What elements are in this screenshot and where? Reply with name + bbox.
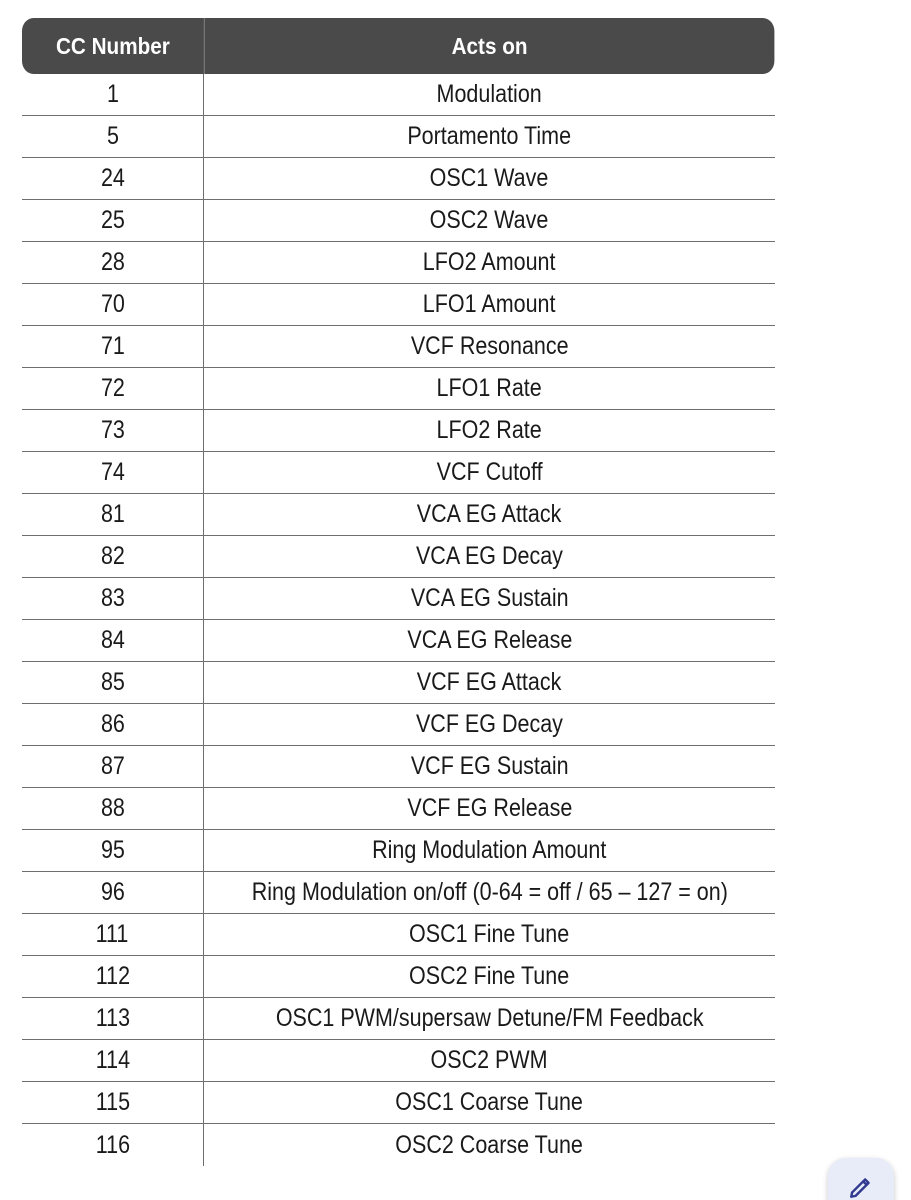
acts-on-cell [204, 662, 775, 703]
table-row [22, 998, 775, 1040]
acts-on-cell [204, 578, 775, 619]
acts-on-cell [204, 956, 775, 997]
acts-on-cell [204, 830, 775, 871]
acts-on-cell [204, 746, 775, 787]
cc-number-cell [22, 284, 204, 325]
acts-on-text: LFO2 Rate [436, 416, 543, 444]
cc-number-text: 87 [100, 752, 125, 780]
cc-number-cell [22, 242, 204, 283]
cc-number-text: 116 [95, 1130, 130, 1159]
table-row [22, 662, 775, 704]
cc-number-text: 70 [100, 290, 125, 318]
cc-number-text: 84 [100, 626, 125, 654]
table-body [22, 74, 775, 1166]
cc-number-cell [22, 788, 204, 829]
table-row [22, 284, 775, 326]
table-row [22, 830, 775, 872]
cc-number-text: 74 [100, 458, 125, 486]
cc-number-cell [22, 326, 204, 367]
acts-on-text: VCA EG Release [407, 626, 572, 654]
acts-on-cell [204, 368, 775, 409]
table-row [22, 1124, 775, 1166]
cc-number-text: 24 [100, 164, 125, 192]
acts-on-text: VCA EG Attack [417, 500, 562, 528]
cc-number-text: 71 [100, 332, 125, 360]
cc-number-cell [22, 704, 204, 745]
acts-on-cell [204, 74, 775, 115]
table-row [22, 74, 775, 116]
cc-number-text: 28 [100, 248, 125, 276]
acts-on-text: Portamento Time [407, 122, 572, 150]
table-header [22, 18, 774, 74]
cc-number-cell [22, 1082, 204, 1123]
acts-on-text: OSC2 Coarse Tune [395, 1130, 584, 1159]
acts-on-cell [204, 158, 775, 199]
table-row [22, 452, 775, 494]
cc-table [22, 18, 775, 1166]
cc-number-cell [22, 662, 204, 703]
cc-number-text: 111 [96, 920, 129, 948]
table-row [22, 746, 775, 788]
cc-number-cell [22, 410, 204, 451]
table-row [22, 326, 775, 368]
cc-number-text: 73 [100, 416, 125, 444]
cc-number-cell [22, 620, 204, 661]
acts-on-cell [204, 914, 775, 955]
cc-number-text: 5 [106, 122, 119, 150]
table-row [22, 578, 775, 620]
table-row [22, 704, 775, 746]
cc-number-cell [22, 956, 204, 997]
acts-on-text: OSC1 PWM/supersaw Detune/FM Feedback [275, 1004, 704, 1032]
table-row [22, 1082, 775, 1124]
acts-on-cell [204, 1040, 775, 1081]
cc-number-cell [22, 746, 204, 787]
cc-number-text: 112 [95, 962, 130, 990]
acts-on-cell [204, 116, 775, 157]
acts-on-text: OSC1 Coarse Tune [395, 1088, 584, 1116]
acts-on-cell [204, 536, 775, 577]
table-row [22, 494, 775, 536]
acts-on-cell [204, 1082, 775, 1123]
cc-number-text: 85 [100, 668, 125, 696]
cc-number-cell [22, 1124, 204, 1166]
cc-number-cell [22, 200, 204, 241]
cc-number-cell [22, 494, 204, 535]
table-row [22, 872, 775, 914]
table-row [22, 620, 775, 662]
header-cc-number: CC Number [22, 18, 205, 74]
acts-on-cell [204, 998, 775, 1039]
acts-on-cell [204, 872, 775, 913]
acts-on-text: VCF EG Attack [417, 668, 562, 696]
cc-number-cell [22, 116, 204, 157]
table-row [22, 536, 775, 578]
cc-number-text: 86 [100, 710, 125, 738]
cc-number-cell [22, 830, 204, 871]
table-row [22, 1040, 775, 1082]
acts-on-text: OSC2 Fine Tune [409, 962, 570, 990]
table-row [22, 158, 775, 200]
acts-on-text: VCF Cutoff [436, 458, 543, 486]
table-row [22, 788, 775, 830]
cc-number-cell [22, 998, 204, 1039]
cc-number-cell [22, 872, 204, 913]
acts-on-text: LFO1 Amount [423, 290, 556, 318]
cc-number-cell [22, 452, 204, 493]
header-acts-on: Acts on [451, 32, 528, 59]
cc-number-text: 88 [100, 794, 125, 822]
acts-on-text: VCF EG Release [407, 794, 572, 822]
cc-number-text: 83 [100, 584, 125, 612]
table-row [22, 242, 775, 284]
acts-on-text: Ring Modulation Amount [372, 836, 607, 864]
table-row [22, 410, 775, 452]
acts-on-text: LFO1 Rate [436, 374, 543, 402]
cc-number-cell [22, 536, 204, 577]
acts-on-text: OSC1 Fine Tune [409, 920, 570, 948]
cc-number-cell [22, 1040, 204, 1081]
acts-on-text: VCA EG Decay [416, 542, 563, 570]
cc-number-cell [22, 914, 204, 955]
acts-on-cell [204, 494, 775, 535]
cc-number-text: 82 [100, 542, 125, 570]
cc-number-text: 114 [95, 1046, 130, 1074]
acts-on-text: OSC2 PWM [430, 1046, 549, 1074]
acts-on-cell [204, 284, 775, 325]
table-row [22, 200, 775, 242]
edit-button[interactable] [828, 1158, 894, 1200]
acts-on-cell [204, 326, 775, 367]
table-row [22, 368, 775, 410]
acts-on-cell [204, 1124, 775, 1166]
table-row [22, 116, 775, 158]
acts-on-text: LFO2 Amount [423, 248, 556, 276]
cc-number-cell [22, 158, 204, 199]
table-row [22, 914, 775, 956]
cc-number-text: 81 [100, 500, 125, 528]
cc-number-text: 115 [95, 1088, 130, 1116]
acts-on-cell [204, 704, 775, 745]
acts-on-text: VCA EG Sustain [410, 584, 569, 612]
cc-number-cell [22, 578, 204, 619]
acts-on-cell [204, 200, 775, 241]
acts-on-text: OSC2 Wave [430, 206, 549, 234]
acts-on-text: Modulation [436, 80, 543, 108]
table-row [22, 956, 775, 998]
acts-on-cell [204, 242, 775, 283]
acts-on-text: VCF EG Decay [416, 710, 563, 738]
cc-number-cell [22, 74, 204, 115]
acts-on-text: VCF EG Sustain [410, 752, 569, 780]
cc-number-text: 96 [100, 878, 125, 906]
cc-number-cell [22, 368, 204, 409]
cc-number-text: 95 [100, 836, 125, 864]
acts-on-cell [204, 620, 775, 661]
acts-on-text: OSC1 Wave [430, 164, 549, 192]
cc-number-text: 72 [100, 374, 125, 402]
acts-on-cell [204, 788, 775, 829]
acts-on-cell [204, 452, 775, 493]
cc-number-text: 1 [106, 80, 119, 108]
acts-on-text: Ring Modulation on/off (0-64 = off / 65 – 127 = on) [251, 878, 728, 906]
acts-on-cell [204, 410, 775, 451]
pencil-icon [848, 1174, 874, 1200]
acts-on-text: VCF Resonance [410, 332, 569, 360]
cc-number-text: 25 [100, 206, 125, 234]
cc-number-text: 113 [95, 1004, 130, 1032]
